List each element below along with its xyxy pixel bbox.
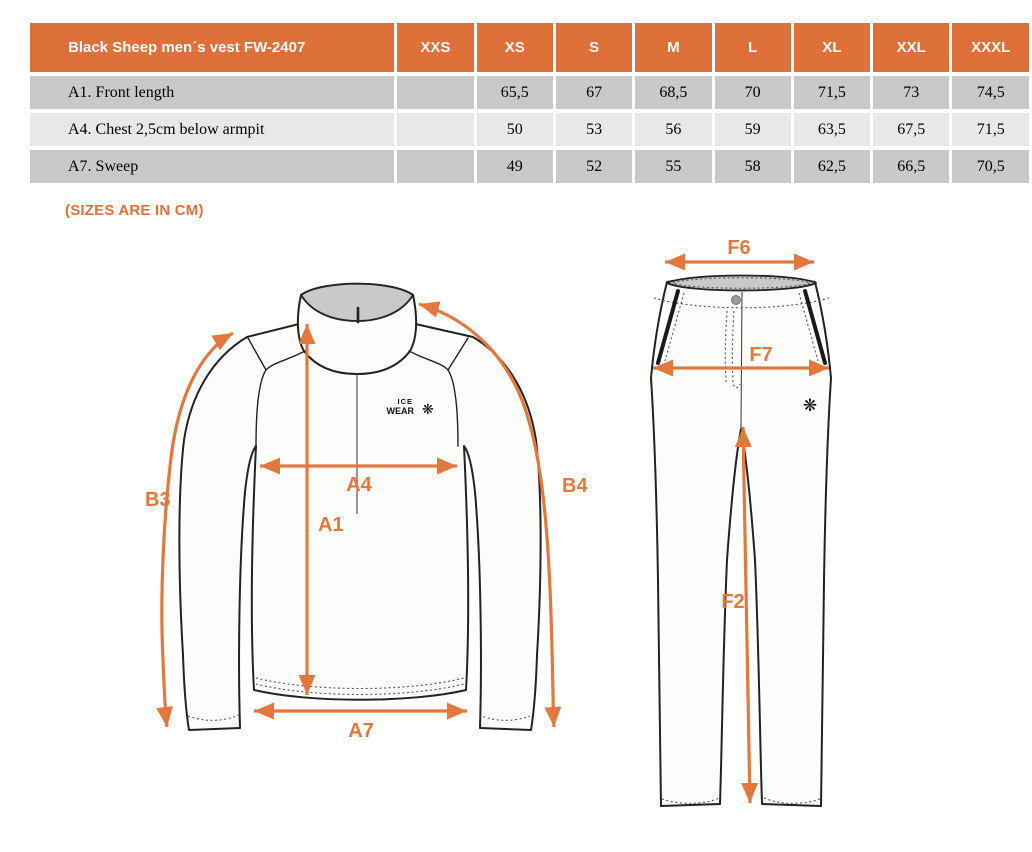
waist-button <box>732 296 741 305</box>
size-cell: 52 <box>556 150 632 183</box>
col-header-m: M <box>635 23 711 72</box>
size-cell <box>397 150 473 183</box>
a7-label: A7 <box>348 720 374 742</box>
pants-drawing <box>651 237 831 806</box>
size-cell: 73 <box>873 76 949 109</box>
table-row <box>30 150 1029 183</box>
size-cell: 67 <box>556 76 632 109</box>
size-cell: 65,5 <box>477 76 553 109</box>
size-cell: 50 <box>477 113 553 146</box>
col-header-xs: XS <box>477 23 553 72</box>
sizes-unit-note: (SIZES ARE IN CM) <box>65 202 204 219</box>
snowflake-icon: ❋ <box>422 401 434 417</box>
col-header-xxxl: XXXL <box>952 23 1029 72</box>
size-cell: 53 <box>556 113 632 146</box>
col-header-xxl: XXL <box>873 23 949 72</box>
size-cell: 70,5 <box>952 150 1029 183</box>
col-header-xl: XL <box>794 23 870 72</box>
size-cell: 63,5 <box>794 113 870 146</box>
size-cell: 55 <box>635 150 711 183</box>
snowflake-icon: ❋ <box>802 396 818 415</box>
size-cell <box>397 76 473 109</box>
table-row <box>30 113 1029 146</box>
brand-logo-line2: WEAR <box>386 406 414 416</box>
size-table <box>27 19 1032 187</box>
col-header-l: L <box>715 23 791 72</box>
f7-label: F7 <box>749 344 773 366</box>
size-cell <box>397 113 473 146</box>
table-title: Black Sheep men´s vest FW-2407 <box>30 23 394 72</box>
size-cell: 68,5 <box>635 76 711 109</box>
size-cell: 58 <box>715 150 791 183</box>
size-cell: 49 <box>477 150 553 183</box>
table-header-row <box>30 23 1029 72</box>
f6-label: F6 <box>727 237 751 259</box>
top-silhouette <box>179 323 540 730</box>
col-header-s: S <box>556 23 632 72</box>
row-label: A7. Sweep <box>30 150 394 183</box>
measurement-diagram <box>0 230 1032 852</box>
waist-opening <box>667 276 816 291</box>
table-row <box>30 76 1029 109</box>
top-garment-drawing <box>145 284 588 742</box>
size-cell: 70 <box>715 76 791 109</box>
row-label: A4. Chest 2,5cm below armpit <box>30 113 394 146</box>
row-label: A1. Front length <box>30 76 394 109</box>
f2-label: F2 <box>721 591 745 613</box>
size-cell: 67,5 <box>873 113 949 146</box>
size-cell: 74,5 <box>952 76 1029 109</box>
size-cell: 66,5 <box>873 150 949 183</box>
size-cell: 71,5 <box>952 113 1029 146</box>
col-header-xxs: XXS <box>397 23 473 72</box>
a1-label: A1 <box>318 514 344 536</box>
brand-logo-line1: ICE <box>397 397 413 406</box>
b4-label: B4 <box>562 475 588 497</box>
a4-label: A4 <box>346 474 372 496</box>
size-cell: 62,5 <box>794 150 870 183</box>
size-cell: 71,5 <box>794 76 870 109</box>
b3-label: B3 <box>145 489 171 511</box>
size-cell: 56 <box>635 113 711 146</box>
size-cell: 59 <box>715 113 791 146</box>
